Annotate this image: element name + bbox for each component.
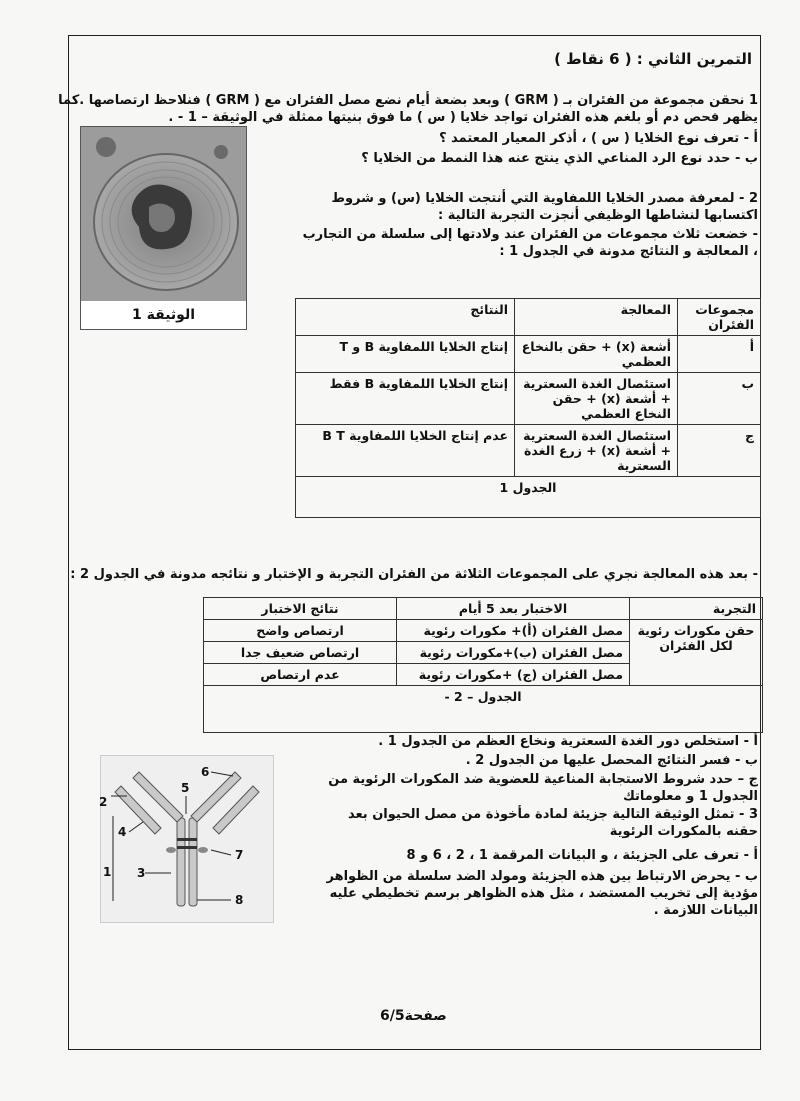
table-cell: أشعة (x) + حقن بالنخاع العظمي [515,336,678,373]
antibody-label-5: 5 [181,781,190,795]
table-header-row [204,598,763,620]
table-cell: ج [678,425,761,477]
table-cell: مصل الفئران (ب)+مكورات رئوية [397,642,630,664]
table-cell: إنتاج الخلايا اللمفاوية B و T [296,336,515,373]
question-3b: ب - يحرض الارتباط بين هذه الجزيئة ومولد الضد سلسلة من الظواهر مؤدية إلى تخريب المستضد ، مثل هذه الظواهر برسم تخطيطي عليه البيانات اللازمة . [326,869,758,918]
table-cell: ارتصاص ضعيف جدا [204,642,397,664]
table-cell: ارتصاص واضح [204,620,397,642]
table-row [204,620,763,642]
question-b: ب - فسر النتائج المحصل عليها من الجدول 2 . [465,753,758,768]
table-2-intro: - بعد هذه المعالجة نجري على المجموعات الثلاثة من الفئران التجربة و الإختبار و نتائجه مدونة في الجدول 2 : [70,567,758,582]
intro-paragraph: 1 نحقن مجموعة من الفئران بـ ( GRM ) وبعد بضعة أيام نضع مصل الفئران مع ( GRM ) فنلاحظ ارتصاصها .كما يظهر فحص دم أو بلغم هذه الفئران تواجد خلايا ( س ) ما فوق بنيتها ممثلة في الوثيقة – 1 - . [58,93,758,125]
question-3: 3 - تمثل الوثيقة التالية جزيئة لمادة مأخوذة من مصل الحيوان بعد حقنه بالمكورات الرئوية [347,807,758,839]
table-cell: مصل الفئران (أ)+ مكورات رئوية [397,620,630,642]
table-row [296,373,761,425]
table-header: النتائج [296,299,515,336]
antibody-label-8: 8 [235,893,244,907]
antibody-label-6: 6 [201,765,210,779]
table-cell: ب [678,373,761,425]
table-cell: عدم ارتصاص [204,664,397,686]
antibody-label-4: 4 [118,825,127,839]
micrograph-image [80,126,247,303]
antibody-icon [101,756,273,922]
table-cell: استئصال الغدة السعترية + أشعة (x) + زرع الغدة السعترية [515,425,678,477]
table-cell: استئصال الغدة السعترية + أشعة (x) + حقن النخاع العظمي [515,373,678,425]
table-row [296,336,761,373]
question-c: ج – حدد شروط الاستجابة المناعية للعضوية ضد المكورات الرئوية من الجدول 1 و معلوماتك [328,772,758,804]
antibody-label-2: 2 [99,795,108,809]
table-2 [203,597,763,733]
antibody-diagram [100,755,274,923]
page-number: صفحة6/5 [380,1008,447,1024]
table-header-row [296,299,761,336]
question-2-text: - خضعت ثلاث مجموعات من الفئران عند ولادتها إلى سلسلة من التجارب ، المعالجة و النتائج مدونة في الجدول 1 : [302,227,758,259]
table-cell: أ [678,336,761,373]
table-row [296,425,761,477]
antibody-label-3: 3 [137,866,146,880]
table-cell: إنتاج الخلايا اللمفاوية B فقط [296,373,515,425]
question-a: أ - استخلص دور الغدة السعترية ونخاع العظم من الجدول 1 . [378,734,758,749]
table-caption-row [296,477,761,518]
table-cell: مصل الفئران (ج) +مكورات رئوية [397,664,630,686]
table-1-caption: الجدول 1 [296,477,761,518]
question-3a: أ - تعرف على الجزيئة ، و البيانات المرقمة 1 ، 2 ، 6 و 8 [406,848,758,863]
table-header: مجموعات الفئران [678,299,761,336]
table-cell: عدم إنتاج الخلايا اللمفاوية B T [296,425,515,477]
table-1 [295,298,761,518]
table-header: الاختبار بعد 5 أيام [397,598,630,620]
table-header: التجربة [630,598,763,620]
table-header: المعالجة [515,299,678,336]
question-2-intro: 2 - لمعرفة مصدر الخلايا اللمفاوية التي أنتجت الخلايا (س) و شروط اكتسابها لنشاطها الوظيفي أنجزت التجربة التالية : [331,191,758,223]
question-1b: ب - حدد نوع الرد المناعي الذي ينتج عنه هذا النمط من الخلايا ؟ [361,151,758,166]
antibody-label-1: 1 [103,865,112,879]
table-cell: حقن مكورات رئوية لكل الفئران [630,620,763,686]
antibody-label-7: 7 [235,848,244,862]
table-header: نتائج الاختبار [204,598,397,620]
exercise-title: التمرين الثاني : ( 6 نقاط ) [554,50,752,68]
document-1-caption: الوثيقة 1 [80,301,247,330]
plasma-cell-icon [81,127,246,302]
table-caption-row [204,686,763,733]
table-2-caption: الجدول – 2 - [204,686,763,733]
question-1a: أ - تعرف نوع الخلايا ( س ) ، أذكر المعيار المعتمد ؟ [439,131,758,146]
